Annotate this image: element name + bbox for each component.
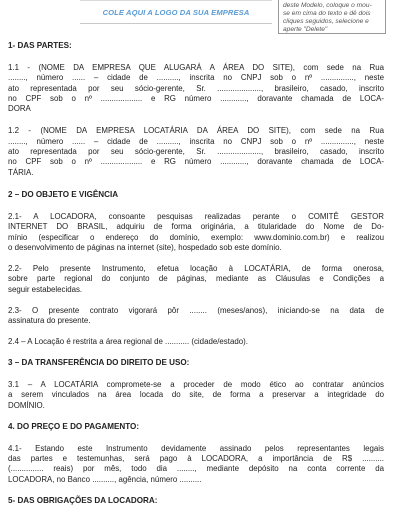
clause-2-2 xyxy=(8,264,384,295)
text-line: TÁRIA. xyxy=(8,167,34,177)
instruction-note xyxy=(278,0,386,34)
note-line: cliques seguidos, selecione e xyxy=(283,17,369,25)
text-line: ato representada por seu sócio-gerente, Sr. ...................., brasileiro, casado, inscrito xyxy=(8,83,384,93)
note-line: aperte "Delete" xyxy=(283,25,328,33)
contract-body xyxy=(8,41,384,506)
logo-placeholder: COLE AQUI A LOGO DA SUA EMPRESA xyxy=(80,0,272,24)
section-heading-obligations: 5- DAS OBRIGAÇÕES DA LOCADORA: xyxy=(8,496,158,506)
text-line: DOMÍNIO. xyxy=(8,400,45,410)
note-line: se em cima do texto e dê dois xyxy=(283,9,371,17)
text-line: a serem vinculados na área locada do site, de forma a preservar a integridade do xyxy=(8,390,384,400)
text-line: seguir estabelecidas. xyxy=(8,284,83,294)
section-heading-transfer: 3 – DA TRANSFERÊNCIA DO DIREITO DE USO: xyxy=(8,357,190,367)
text-line: (............... reais) por mês, todo dia ........, mediante depósito na conta corrente da xyxy=(8,464,384,474)
text-line: mínio (especificar o endereço do domínio, exemplo: www.dominio.com.br) e realizou xyxy=(8,232,384,242)
section-heading-object: 2 – DO OBJETO E VIGÊNCIA xyxy=(8,189,119,199)
text-line: o desenvolvimento de páginas na internet (site), hospedado sob este domínio. xyxy=(8,242,282,252)
clause-1-1 xyxy=(8,63,384,114)
section-heading-price: 4. DO PREÇO E DO PAGAMENTO: xyxy=(8,421,140,431)
clause-1-2 xyxy=(8,126,384,177)
text-line: 2.1- A LOCADORA, consoante pesquisas realizadas perante o COMITÊ GESTOR xyxy=(8,211,384,221)
text-line: das partes e testemunhas, será pago à LOCADORA, a importância de R$ .......... xyxy=(8,454,384,464)
clause-2-4 xyxy=(8,337,384,347)
text-line: assinatura do presente. xyxy=(8,316,91,326)
clause-3-1 xyxy=(8,380,384,411)
text-line: sobre parte regional do conjunto de páginas, mediante as Cláusulas e Condições a xyxy=(8,274,384,284)
text-line: DORA xyxy=(8,104,31,114)
text-line: INTERNET DO BRASIL, adquiriu de forma originária, a titularidade do Nome de Do- xyxy=(8,222,384,232)
text-line: ........, número ...... – cidade de .........., inscrita no CNPJ sob o nº ..............., neste xyxy=(8,73,384,83)
text-line: 2.4 – A Locação é restrita a área regional de ........... (cidade/estado). xyxy=(8,336,248,346)
clause-2-1 xyxy=(8,212,384,253)
text-line: 3.1 – A LOCATÁRIA compromete-se a proceder de modo ético ao contratar anúncios xyxy=(8,379,384,389)
text-line: 4.1- Estando este Instrumento devidamente assinado pelos representantes legais xyxy=(8,443,384,453)
text-line: no CPF sob o nº ................... e RG número ............, doravante chamada de LOCA- xyxy=(8,93,384,103)
text-line: ato representada por seu sócio-gerente, Sr. ...................., brasileiro, casado, inscrito xyxy=(8,147,384,157)
text-line: ........, número ...... – cidade de .........., inscrita no CNPJ sob o nº ..............., neste xyxy=(8,136,384,146)
text-line: no CPF sob o nº ................... e RG número ............, doravante chamada de LOCA- xyxy=(8,157,384,167)
text-line: LOCADORA, no Banco .........., agência, número .......... xyxy=(8,474,202,484)
section-heading-parties: 1- DAS PARTES: xyxy=(8,41,72,50)
clause-4-1 xyxy=(8,444,384,485)
text-line: 1.2 - (NOME DA EMPRESA LOCATÁRIA DA ÁREA DO SITE), com sede na Rua xyxy=(8,126,384,136)
clause-2-3 xyxy=(8,306,384,327)
note-line: deste Modelo, coloque o mou- xyxy=(283,2,372,9)
text-line: 2.2- Pelo presente Instrumento, efetua locação à LOCATÁRIA, de forma onerosa, xyxy=(8,264,384,274)
text-line: 2.3- O presente contrato vigorará pôr ........ (meses/anos), iniciando-se na data de xyxy=(8,306,384,316)
text-line: 1.1 - (NOME DA EMPRESA QUE ALUGARÁ A ÁREA DO SITE), com sede na Rua xyxy=(8,63,384,72)
